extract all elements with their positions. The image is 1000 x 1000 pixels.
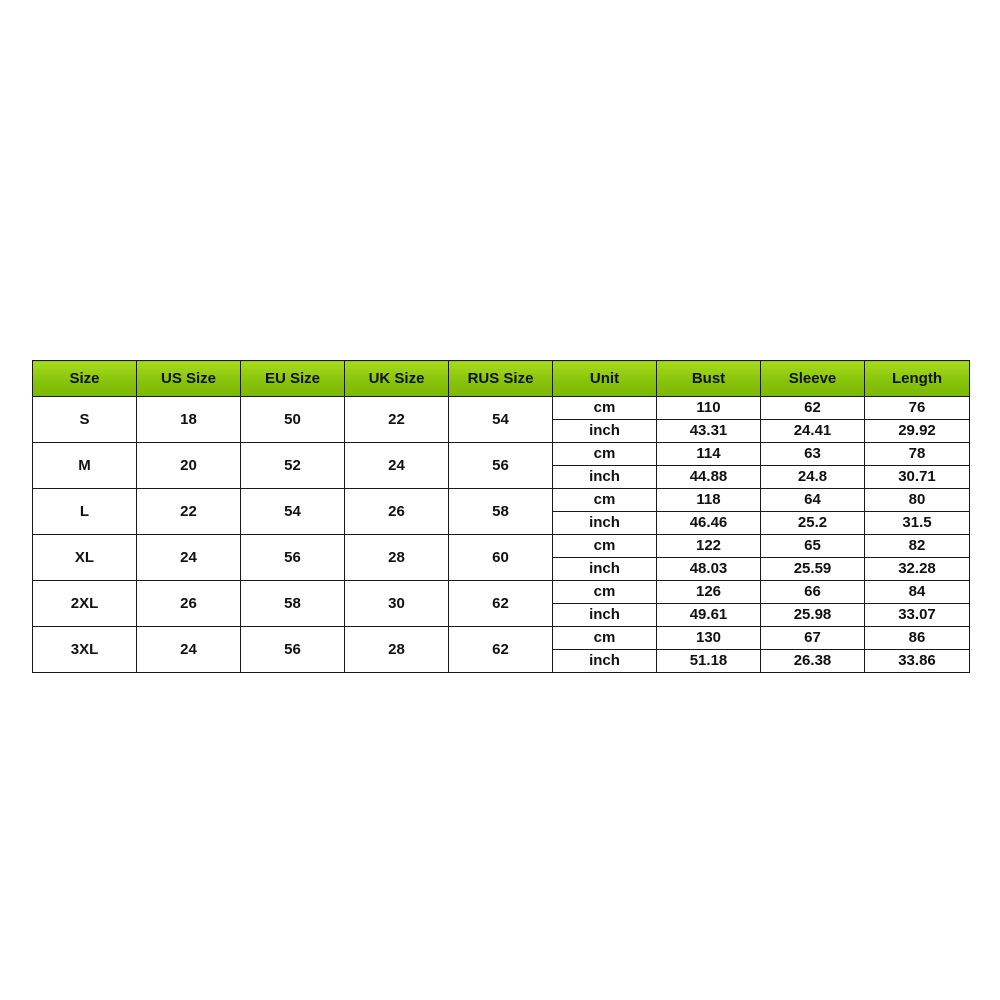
rus-size-cell: 62 [449,627,553,673]
us-size-cell: 20 [137,443,241,489]
us-size-cell: 24 [137,535,241,581]
bust-cell: 44.88 [657,466,761,489]
sleeve-cell: 65 [761,535,865,558]
header-eu-size: EU Size [241,361,345,397]
table-header [33,361,970,397]
bust-cell: 46.46 [657,512,761,535]
bust-cell: 114 [657,443,761,466]
eu-size-cell: 50 [241,397,345,443]
eu-size-cell: 54 [241,489,345,535]
unit-cell: cm [553,489,657,512]
size-cell: 2XL [33,581,137,627]
bust-cell: 130 [657,627,761,650]
length-cell: 31.5 [865,512,970,535]
us-size-cell: 24 [137,627,241,673]
eu-size-cell: 56 [241,535,345,581]
sleeve-cell: 24.41 [761,420,865,443]
unit-cell: inch [553,558,657,581]
eu-size-cell: 52 [241,443,345,489]
length-cell: 29.92 [865,420,970,443]
header-sleeve: Sleeve [761,361,865,397]
uk-size-cell: 22 [345,397,449,443]
bust-cell: 122 [657,535,761,558]
table-row [33,535,970,558]
uk-size-cell: 30 [345,581,449,627]
length-cell: 32.28 [865,558,970,581]
bust-cell: 118 [657,489,761,512]
header-rus-size: RUS Size [449,361,553,397]
size-cell: 3XL [33,627,137,673]
table-row [33,581,970,604]
uk-size-cell: 24 [345,443,449,489]
size-cell: XL [33,535,137,581]
header-unit: Unit [553,361,657,397]
length-cell: 33.86 [865,650,970,673]
uk-size-cell: 26 [345,489,449,535]
unit-cell: cm [553,581,657,604]
length-cell: 33.07 [865,604,970,627]
us-size-cell: 22 [137,489,241,535]
unit-cell: inch [553,604,657,627]
size-cell: L [33,489,137,535]
length-cell: 80 [865,489,970,512]
bust-cell: 48.03 [657,558,761,581]
uk-size-cell: 28 [345,535,449,581]
rus-size-cell: 54 [449,397,553,443]
length-cell: 86 [865,627,970,650]
unit-cell: cm [553,627,657,650]
bust-cell: 51.18 [657,650,761,673]
eu-size-cell: 56 [241,627,345,673]
sleeve-cell: 25.2 [761,512,865,535]
rus-size-cell: 62 [449,581,553,627]
length-cell: 84 [865,581,970,604]
header-uk-size: UK Size [345,361,449,397]
sleeve-cell: 62 [761,397,865,420]
unit-cell: cm [553,443,657,466]
unit-cell: cm [553,535,657,558]
bust-cell: 49.61 [657,604,761,627]
rus-size-cell: 56 [449,443,553,489]
us-size-cell: 18 [137,397,241,443]
sleeve-cell: 25.59 [761,558,865,581]
unit-cell: cm [553,397,657,420]
length-cell: 30.71 [865,466,970,489]
length-cell: 82 [865,535,970,558]
sleeve-cell: 24.8 [761,466,865,489]
sleeve-cell: 25.98 [761,604,865,627]
us-size-cell: 26 [137,581,241,627]
bust-cell: 126 [657,581,761,604]
header-bust: Bust [657,361,761,397]
sleeve-cell: 63 [761,443,865,466]
table-row [33,443,970,466]
header-row [33,361,970,397]
unit-cell: inch [553,420,657,443]
table-body [33,397,970,673]
sleeve-cell: 64 [761,489,865,512]
eu-size-cell: 58 [241,581,345,627]
table-row [33,397,970,420]
header-length: Length [865,361,970,397]
bust-cell: 110 [657,397,761,420]
unit-cell: inch [553,466,657,489]
rus-size-cell: 58 [449,489,553,535]
sleeve-cell: 67 [761,627,865,650]
sleeve-cell: 26.38 [761,650,865,673]
length-cell: 76 [865,397,970,420]
unit-cell: inch [553,650,657,673]
rus-size-cell: 60 [449,535,553,581]
uk-size-cell: 28 [345,627,449,673]
size-cell: M [33,443,137,489]
unit-cell: inch [553,512,657,535]
size-chart-table [32,360,970,673]
bust-cell: 43.31 [657,420,761,443]
sleeve-cell: 66 [761,581,865,604]
table-row [33,489,970,512]
size-cell: S [33,397,137,443]
length-cell: 78 [865,443,970,466]
table-row [33,627,970,650]
header-us-size: US Size [137,361,241,397]
header-size: Size [33,361,137,397]
